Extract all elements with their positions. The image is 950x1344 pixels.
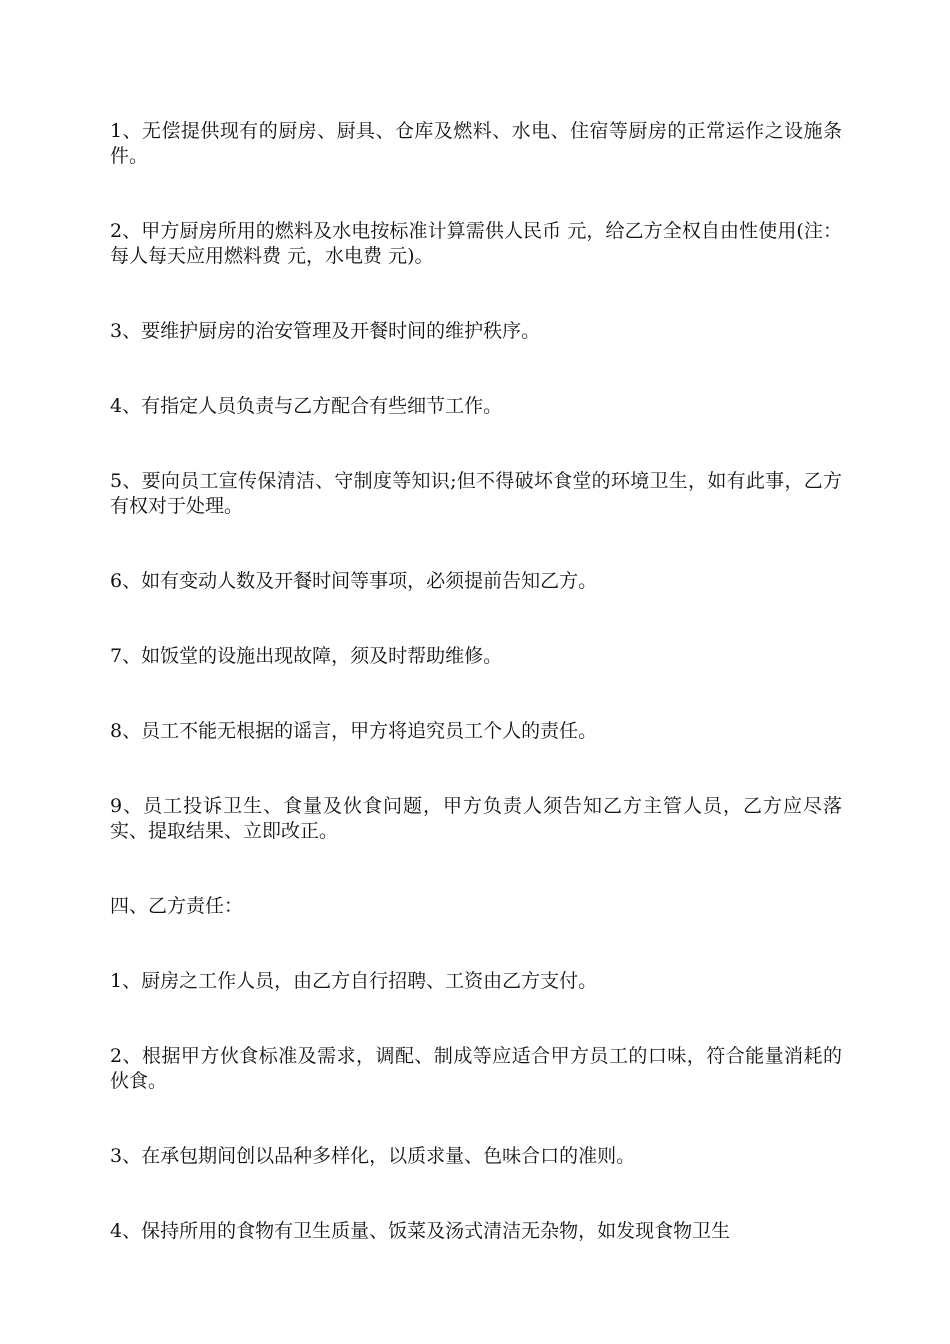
paragraph-a5: 5、要向员工宣传保清洁、守制度等知识;但不得破坏食堂的环境卫生，如有此事，乙方有权对于处理。 [110, 470, 842, 517]
paragraph-b1: 1、厨房之工作人员，由乙方自行招聘、工资由乙方支付。 [110, 970, 598, 992]
paragraph-b3: 3、在承包期间创以品种多样化，以质求量、色味合口的准则。 [110, 1145, 636, 1167]
paragraph-a9: 9、员工投诉卫生、食量及伙食问题，甲方负责人须告知乙方主管人员，乙方应尽落实、提取结果、立即改正。 [110, 795, 842, 842]
paragraph-a8: 8、员工不能无根据的谣言，甲方将追究员工个人的责任。 [110, 720, 598, 742]
paragraph-a3: 3、要维护厨房的治安管理及开餐时间的维护秩序。 [110, 320, 541, 342]
paragraph-a2: 2、甲方厨房所用的燃料及水电按标准计算需供人民币 元，给乙方全权自由性使用(注：每人每天应用燃料费 元，水电费 元)。 [110, 220, 842, 267]
paragraph-a6: 6、如有变动人数及开餐时间等事项，必须提前告知乙方。 [110, 570, 598, 592]
paragraph-b2: 2、根据甲方伙食标准及需求，调配、制成等应适合甲方员工的口味，符合能量消耗的伙食。 [110, 1045, 842, 1092]
paragraph-a7: 7、如饭堂的设施出现故障，须及时帮助维修。 [110, 645, 503, 667]
paragraph-a1: 1、无偿提供现有的厨房、厨具、仓库及燃料、水电、住宿等厨房的正常运作之设施条件。 [110, 120, 842, 167]
section-heading-party-b: 四、乙方责任： [110, 895, 244, 917]
paragraph-b4: 4、保持所用的食物有卫生质量、饭菜及汤式清洁无杂物，如发现食物卫生 [110, 1220, 731, 1242]
paragraph-a4: 4、有指定人员负责与乙方配合有些细节工作。 [110, 395, 503, 417]
